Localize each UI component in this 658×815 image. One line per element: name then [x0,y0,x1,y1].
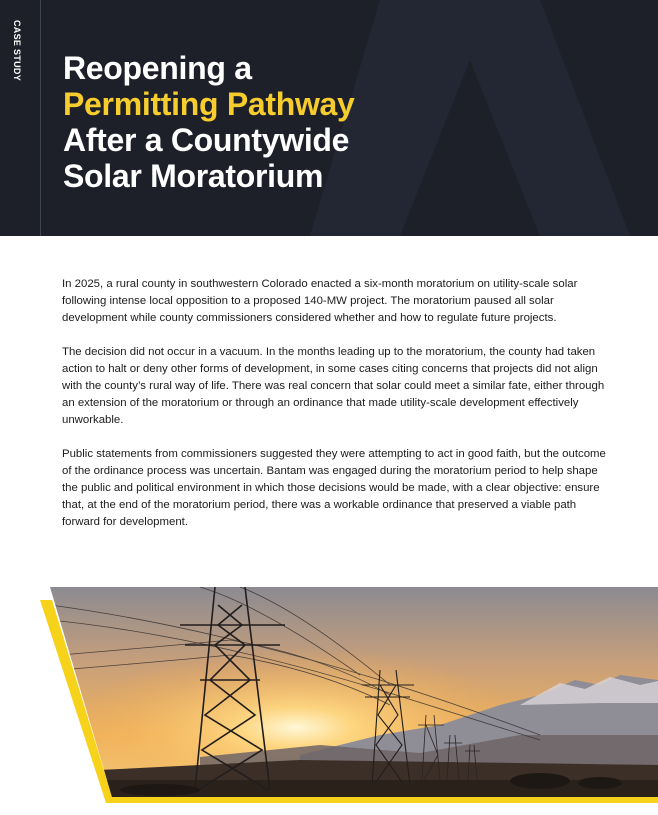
body-text [62,276,607,548]
page-title [63,50,355,194]
title-line-2: Permitting Pathway [63,86,355,122]
transmission-towers-photo [0,585,658,815]
header-banner [0,0,658,236]
sunset-landscape-image [0,585,658,815]
title-line-3: After a Countywide [63,122,350,158]
side-divider [40,0,41,236]
paragraph-2: The decision did not occur in a vacuum. In the months leading up to the moratorium, the county had taken action to halt or deny other forms of development, in some cases citing concerns that projects did not align with the county’s rural way of life. There was real concern that solar could meet a similar fate, either through an extension of the moratorium or through an ordinance that made utility-scale development effectively unworkable. [62,346,605,426]
title-line-4: Solar Moratorium [63,158,324,194]
paragraph-1: In 2025, a rural county in southwestern Colorado enacted a six-month moratorium on utility-scale solar following intense local opposition to a proposed 140-MW project. The moratorium paused all solar development while county commissioners considered whether and how to regulate future projects. [62,278,578,324]
paragraph-3: Public statements from commissioners suggested they were attempting to act in good faith, but the outcome of the ordinance process was uncertain. Bantam was engaged during the moratorium period to help shape the public and political environment in which those decisions would be made, with a clear objective: ensure that, at the end of the moratorium period, there was a workable ordinance that preserved a viable path forward for development. [62,448,606,528]
case-study-label: CASE STUDY [12,20,22,82]
title-line-1: Reopening a [63,50,252,86]
